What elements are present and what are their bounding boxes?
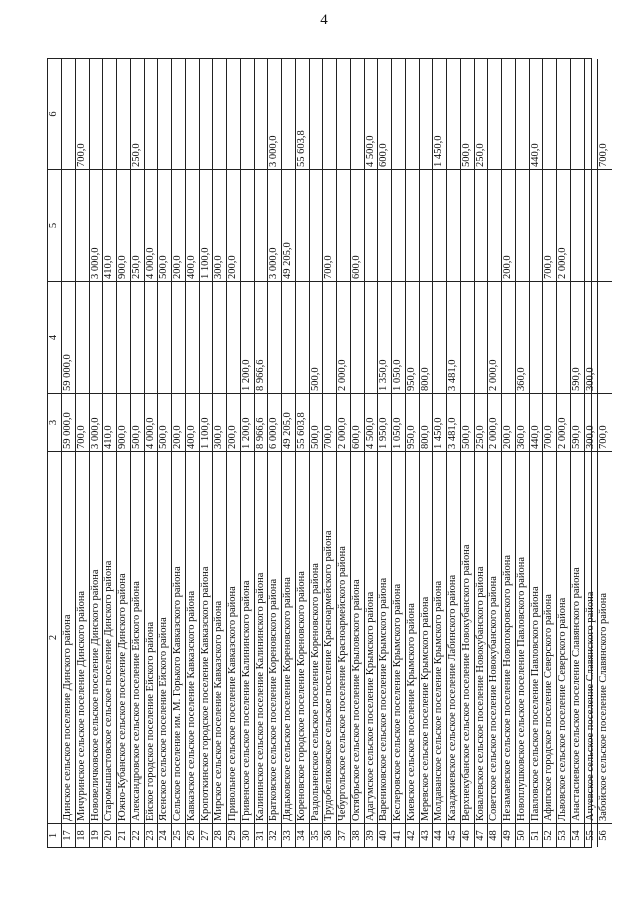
amount-col-5: 410,0 [103, 169, 116, 281]
settlement-name: Незамаевское сельское поселение Новопокровского района [502, 451, 515, 823]
row-number: 45 [447, 823, 460, 847]
amount-col-5 [392, 169, 405, 281]
amount-col-6 [310, 59, 323, 169]
amount-col-4 [543, 281, 556, 393]
row-number: 26 [186, 823, 199, 847]
total-amount: 400,0 [186, 393, 199, 451]
settlement-name: Анастасиевское сельское поселение Славянского района [571, 451, 584, 823]
settlement-name: Ясенское сельское поселение Ейского района [158, 451, 171, 823]
amount-col-4 [323, 281, 336, 393]
row-number: 30 [241, 823, 254, 847]
amount-col-6 [516, 59, 529, 169]
table-row [158, 59, 172, 847]
table-row [296, 59, 310, 847]
amount-col-5 [337, 169, 350, 281]
total-amount: 1 200,0 [241, 393, 254, 451]
amount-col-6 [62, 59, 75, 169]
total-amount: 3 000,0 [90, 393, 103, 451]
row-number: 35 [310, 823, 323, 847]
amount-col-5 [296, 169, 309, 281]
amount-col-4 [90, 281, 103, 393]
table-row [571, 59, 585, 847]
amount-col-6: 4 500,0 [364, 135, 376, 167]
amount-col-5 [406, 169, 419, 281]
row-number: 44 [433, 823, 446, 847]
amount-col-5 [241, 169, 254, 281]
row-number: 52 [543, 823, 556, 847]
row-number: 25 [172, 823, 185, 847]
total-amount: 500,0 [158, 393, 171, 451]
total-amount: 3 481,0 [447, 393, 460, 451]
amount-col-4: 800,0 [420, 281, 433, 393]
amount-col-4: 8 966,6 [255, 281, 268, 393]
allocation-table [47, 58, 610, 848]
table-row [131, 59, 145, 847]
row-number: 39 [365, 823, 378, 847]
amount-col-4: 590,0 [571, 281, 584, 393]
amount-col-6 [585, 59, 598, 169]
amount-col-6 [282, 59, 295, 169]
amount-col-4 [186, 281, 199, 393]
total-amount: 250,0 [475, 393, 488, 451]
amount-col-6: 3 000,0 [268, 135, 280, 167]
table-header-row [48, 59, 62, 847]
amount-col-4 [351, 281, 364, 393]
amount-col-4: 2 000,0 [337, 281, 350, 393]
settlement-name: Динское сельское поселение Динского района [62, 451, 75, 823]
amount-col-4: 1 200,0 [241, 281, 254, 393]
total-amount: 1 050,0 [392, 393, 405, 451]
amount-col-6: 1 450,0 [433, 135, 445, 167]
table-row [282, 59, 296, 847]
amount-col-6 [557, 59, 570, 169]
table-row [378, 59, 392, 847]
total-amount: 49 205,0 [282, 393, 295, 451]
settlement-name: Казаджиевское сельское поселение Лабинского района [447, 451, 460, 823]
total-amount: 600,0 [351, 393, 364, 451]
amount-col-6 [158, 59, 171, 169]
total-amount: 8 966,6 [255, 393, 268, 451]
total-amount: 300,0 [213, 393, 226, 451]
amount-col-6: 250,0 [130, 143, 142, 167]
amount-col-4 [117, 281, 130, 393]
amount-col-6: 700,0 [75, 143, 87, 167]
settlement-name: Дядьковское сельское поселение Кореновского района [282, 451, 295, 823]
table-row [461, 59, 475, 847]
amount-col-4 [145, 281, 158, 393]
row-number: 31 [255, 823, 268, 847]
amount-col-6 [241, 59, 254, 169]
total-amount: 200,0 [502, 393, 515, 451]
table-row [543, 59, 557, 847]
amount-col-5 [255, 169, 268, 281]
rotated-table-frame [47, 58, 610, 848]
total-amount: 6 000,0 [268, 393, 281, 451]
amount-col-4 [598, 281, 612, 393]
table-row [200, 59, 214, 847]
total-amount: 1 450,0 [433, 393, 446, 451]
total-amount: 700,0 [323, 393, 336, 451]
amount-col-6: 500,0 [460, 143, 472, 167]
settlement-name: Сельское поселение им. М. Горького Кавказского района [172, 451, 185, 823]
amount-col-4 [365, 281, 378, 393]
table-row [172, 59, 186, 847]
amount-col-6 [543, 59, 556, 169]
row-number: 41 [392, 823, 405, 847]
header-col-1: 1 [48, 823, 61, 847]
amount-col-4 [76, 281, 89, 393]
amount-col-5: 200,0 [172, 169, 185, 281]
amount-col-5: 49 205,0 [282, 169, 295, 281]
total-amount: 59 000,0 [62, 393, 75, 451]
settlement-name: Братковское сельское поселение Кореновского района [268, 451, 281, 823]
amount-col-5 [516, 169, 529, 281]
header-col-4: 4 [48, 281, 61, 393]
table-row [598, 59, 612, 847]
total-amount: 800,0 [420, 393, 433, 451]
total-amount: 900,0 [117, 393, 130, 451]
amount-col-5 [530, 169, 543, 281]
amount-col-5: 3 000,0 [90, 169, 103, 281]
table-row [117, 59, 131, 847]
settlement-name: Мичуринское сельское поселение Динского района [76, 451, 89, 823]
amount-col-4: 2 000,0 [488, 281, 501, 393]
row-number: 46 [461, 823, 474, 847]
row-number: 21 [117, 823, 130, 847]
settlement-name: Новоплушковское сельское поселение Павловского района [516, 451, 529, 823]
amount-col-6 [145, 59, 158, 169]
settlement-name: Советское сельское поселение Новокубанского района [488, 451, 501, 823]
row-number: 47 [475, 823, 488, 847]
settlement-name: Меревское сельское поселение Крымского района [420, 451, 433, 823]
amount-col-6 [488, 59, 501, 169]
total-amount: 950,0 [406, 393, 419, 451]
amount-col-6 [117, 59, 130, 169]
total-amount: 4 500,0 [365, 393, 378, 451]
row-number: 42 [406, 823, 419, 847]
settlement-name: Трудобеликовское сельское поселение Красноармейского района [323, 451, 336, 823]
amount-col-4 [227, 281, 240, 393]
row-number: 20 [103, 823, 116, 847]
settlement-name: Ковалевское сельское поселение Новокубанского района [475, 451, 488, 823]
row-number: 51 [530, 823, 543, 847]
row-number: 37 [337, 823, 350, 847]
amount-col-4 [282, 281, 295, 393]
amount-col-5 [433, 169, 446, 281]
row-number: 19 [90, 823, 103, 847]
total-amount: 4 000,0 [145, 393, 158, 451]
settlement-name: Киевское сельское поселение Крымского района [406, 451, 419, 823]
table-row [502, 59, 516, 847]
settlement-name: Кореновское городское поселение Кореновского района [296, 451, 309, 823]
total-amount: 200,0 [172, 393, 185, 451]
amount-col-4 [200, 281, 213, 393]
table-row [585, 59, 599, 847]
amount-col-6 [172, 59, 185, 169]
settlement-name: Гривенское сельское поселение Калининского района [241, 451, 254, 823]
amount-col-6: 700,0 [598, 143, 610, 167]
amount-col-4: 500,0 [310, 281, 323, 393]
settlement-name: Старомышастовское сельское поселение Динского района [103, 451, 116, 823]
row-number: 29 [227, 823, 240, 847]
header-col-3: 3 [48, 393, 61, 451]
amount-col-6 [186, 59, 199, 169]
table-row [530, 59, 544, 847]
total-amount: 410,0 [103, 393, 116, 451]
total-amount: 2 000,0 [488, 393, 501, 451]
amount-col-6 [227, 59, 240, 169]
settlement-name: Львовское сельское поселение Северского района [557, 451, 570, 823]
table-row [351, 59, 365, 847]
table-row [186, 59, 200, 847]
amount-col-5: 1 100,0 [200, 169, 213, 281]
settlement-name: Павловское сельское поселение Павловского района [530, 451, 543, 823]
amount-col-4 [433, 281, 446, 393]
amount-col-4 [131, 281, 144, 393]
row-number: 22 [131, 823, 144, 847]
amount-col-4: 1 350,0 [378, 281, 391, 393]
row-number: 36 [323, 823, 336, 847]
settlement-name: Афипское городское поселение Северского района [543, 451, 556, 823]
amount-col-4 [502, 281, 515, 393]
settlement-name: Адагумское сельское поселение Крымского района [365, 451, 378, 823]
row-number: 17 [62, 823, 75, 847]
row-number: 27 [200, 823, 213, 847]
total-amount: 300,0 [585, 393, 598, 451]
amount-col-5: 700,0 [323, 169, 336, 281]
total-amount: 500,0 [310, 393, 323, 451]
amount-col-5 [365, 169, 378, 281]
amount-col-5: 250,0 [131, 169, 144, 281]
row-number: 48 [488, 823, 501, 847]
amount-col-6 [392, 59, 405, 169]
amount-col-4 [213, 281, 226, 393]
total-amount: 55 603,8 [296, 393, 309, 451]
amount-col-5 [76, 169, 89, 281]
table-row [268, 59, 282, 847]
settlement-name: Чебургольское сельское поселение Красноармейского района [337, 451, 350, 823]
amount-col-6 [213, 59, 226, 169]
amount-col-4 [530, 281, 543, 393]
amount-col-5: 2 000,0 [557, 169, 570, 281]
table-row [76, 59, 90, 847]
amount-col-6 [90, 59, 103, 169]
total-amount: 1 950,0 [378, 393, 391, 451]
amount-col-6 [420, 59, 433, 169]
page-number: 4 [320, 12, 328, 28]
table-row [447, 59, 461, 847]
amount-col-5: 700,0 [543, 169, 556, 281]
amount-col-6 [502, 59, 515, 169]
amount-col-6 [103, 59, 116, 169]
total-amount: 1 100,0 [200, 393, 213, 451]
amount-col-5 [447, 169, 460, 281]
table-row [365, 59, 379, 847]
table-row [433, 59, 447, 847]
table-row [62, 59, 76, 847]
amount-col-5 [571, 169, 584, 281]
total-amount: 200,0 [227, 393, 240, 451]
amount-col-6 [200, 59, 213, 169]
total-amount: 2 000,0 [557, 393, 570, 451]
amount-col-5 [310, 169, 323, 281]
settlement-name: Кавказское сельское поселение Кавказского района [186, 451, 199, 823]
settlement-name: Верхнекубанское сельское поселение Новокубанского района [461, 451, 474, 823]
amount-col-6 [351, 59, 364, 169]
settlement-name: Варениковское сельское поселение Крымского района [378, 451, 391, 823]
amount-col-4: 360,0 [516, 281, 529, 393]
settlement-name: Калининское сельское поселение Калининского района [255, 451, 268, 823]
amount-col-5: 200,0 [227, 169, 240, 281]
amount-col-4 [158, 281, 171, 393]
amount-col-5: 400,0 [186, 169, 199, 281]
table-row [392, 59, 406, 847]
row-number: 56 [598, 823, 612, 847]
row-number: 53 [557, 823, 570, 847]
amount-col-6 [406, 59, 419, 169]
settlement-name: Забойское сельское поселение Славянского района [598, 451, 612, 823]
amount-col-5: 4 000,0 [145, 169, 158, 281]
total-amount: 2 000,0 [337, 393, 350, 451]
settlement-name: Нововеличковское сельское поселение Динского района [90, 451, 103, 823]
amount-col-5: 900,0 [117, 169, 130, 281]
amount-col-5 [378, 169, 391, 281]
amount-col-6 [337, 59, 350, 169]
amount-col-5: 200,0 [502, 169, 515, 281]
row-number: 54 [571, 823, 584, 847]
settlement-name: Ачуевское сельское поселение Славянского района [585, 451, 598, 823]
amount-col-4: 950,0 [406, 281, 419, 393]
settlement-name: Южно-Кубанское сельское поселение Динского района [117, 451, 130, 823]
table-row [420, 59, 434, 847]
row-number: 38 [351, 823, 364, 847]
settlement-name: Привольное сельское поселение Кавказского района [227, 451, 240, 823]
amount-col-5: 600,0 [351, 169, 364, 281]
row-number: 32 [268, 823, 281, 847]
table-row [488, 59, 502, 847]
amount-col-4 [172, 281, 185, 393]
settlement-name: Александровское сельское поселение Ейского района [131, 451, 144, 823]
total-amount: 440,0 [530, 393, 543, 451]
settlement-name: Молдаванское сельское поселение Крымского района [433, 451, 446, 823]
settlement-name: Кропоткинское городское поселение Кавказского района [200, 451, 213, 823]
header-col-2: 2 [48, 451, 61, 823]
amount-col-5 [420, 169, 433, 281]
amount-col-5 [488, 169, 501, 281]
amount-col-6 [323, 59, 336, 169]
row-number: 49 [502, 823, 515, 847]
total-amount: 700,0 [543, 393, 556, 451]
row-number: 18 [76, 823, 89, 847]
table-row [227, 59, 241, 847]
total-amount: 360,0 [516, 393, 529, 451]
total-amount: 500,0 [461, 393, 474, 451]
amount-col-5 [585, 169, 598, 281]
table-row [310, 59, 324, 847]
table-row [103, 59, 117, 847]
table-row [90, 59, 104, 847]
amount-col-6: 600,0 [378, 143, 390, 167]
amount-col-4 [268, 281, 281, 393]
amount-col-4: 3 481,0 [447, 281, 460, 393]
amount-col-4 [475, 281, 488, 393]
amount-col-6 [255, 59, 268, 169]
table-row [241, 59, 255, 847]
row-number: 50 [516, 823, 529, 847]
settlement-name: Раздольненское сельское поселение Кореновского района [310, 451, 323, 823]
header-col-5: 5 [48, 169, 61, 281]
total-amount: 590,0 [571, 393, 584, 451]
amount-col-6: 440,0 [529, 143, 541, 167]
table-row [475, 59, 489, 847]
amount-col-4 [296, 281, 309, 393]
settlement-name: Кеслеровское сельское поселение Крымского района [392, 451, 405, 823]
table-row [145, 59, 159, 847]
amount-col-5: 300,0 [213, 169, 226, 281]
amount-col-5 [62, 169, 75, 281]
total-amount: 700,0 [76, 393, 89, 451]
table-row [323, 59, 337, 847]
total-amount: 500,0 [131, 393, 144, 451]
row-number: 40 [378, 823, 391, 847]
table-row [557, 59, 571, 847]
row-number: 43 [420, 823, 433, 847]
row-number: 23 [145, 823, 158, 847]
amount-col-6 [447, 59, 460, 169]
amount-col-5: 500,0 [158, 169, 171, 281]
table-row [255, 59, 269, 847]
amount-col-4: 1 050,0 [392, 281, 405, 393]
row-number: 24 [158, 823, 171, 847]
row-number: 28 [213, 823, 226, 847]
row-number: 34 [296, 823, 309, 847]
amount-col-5 [598, 169, 612, 281]
table-row [337, 59, 351, 847]
table-row [406, 59, 420, 847]
amount-col-5: 3 000,0 [268, 169, 281, 281]
row-number: 55 [585, 823, 598, 847]
amount-col-5 [475, 169, 488, 281]
table-row [213, 59, 227, 847]
amount-col-6: 250,0 [474, 143, 486, 167]
amount-col-5 [461, 169, 474, 281]
amount-col-4 [103, 281, 116, 393]
settlement-name: Мирское сельское поселение Кавказского района [213, 451, 226, 823]
header-col-6: 6 [48, 111, 59, 117]
amount-col-6 [571, 59, 584, 169]
settlement-name: Октябрьское сельское поселение Крыловского района [351, 451, 364, 823]
amount-col-4 [557, 281, 570, 393]
amount-col-4 [461, 281, 474, 393]
amount-col-6: 55 603,8 [295, 130, 307, 167]
settlement-name: Ейское городское поселение Ейского района [145, 451, 158, 823]
table-row [516, 59, 530, 847]
row-number: 33 [282, 823, 295, 847]
amount-col-4: 59 000,0 [62, 281, 75, 393]
total-amount: 700,0 [598, 393, 612, 451]
amount-col-4: 300,0 [585, 281, 598, 393]
